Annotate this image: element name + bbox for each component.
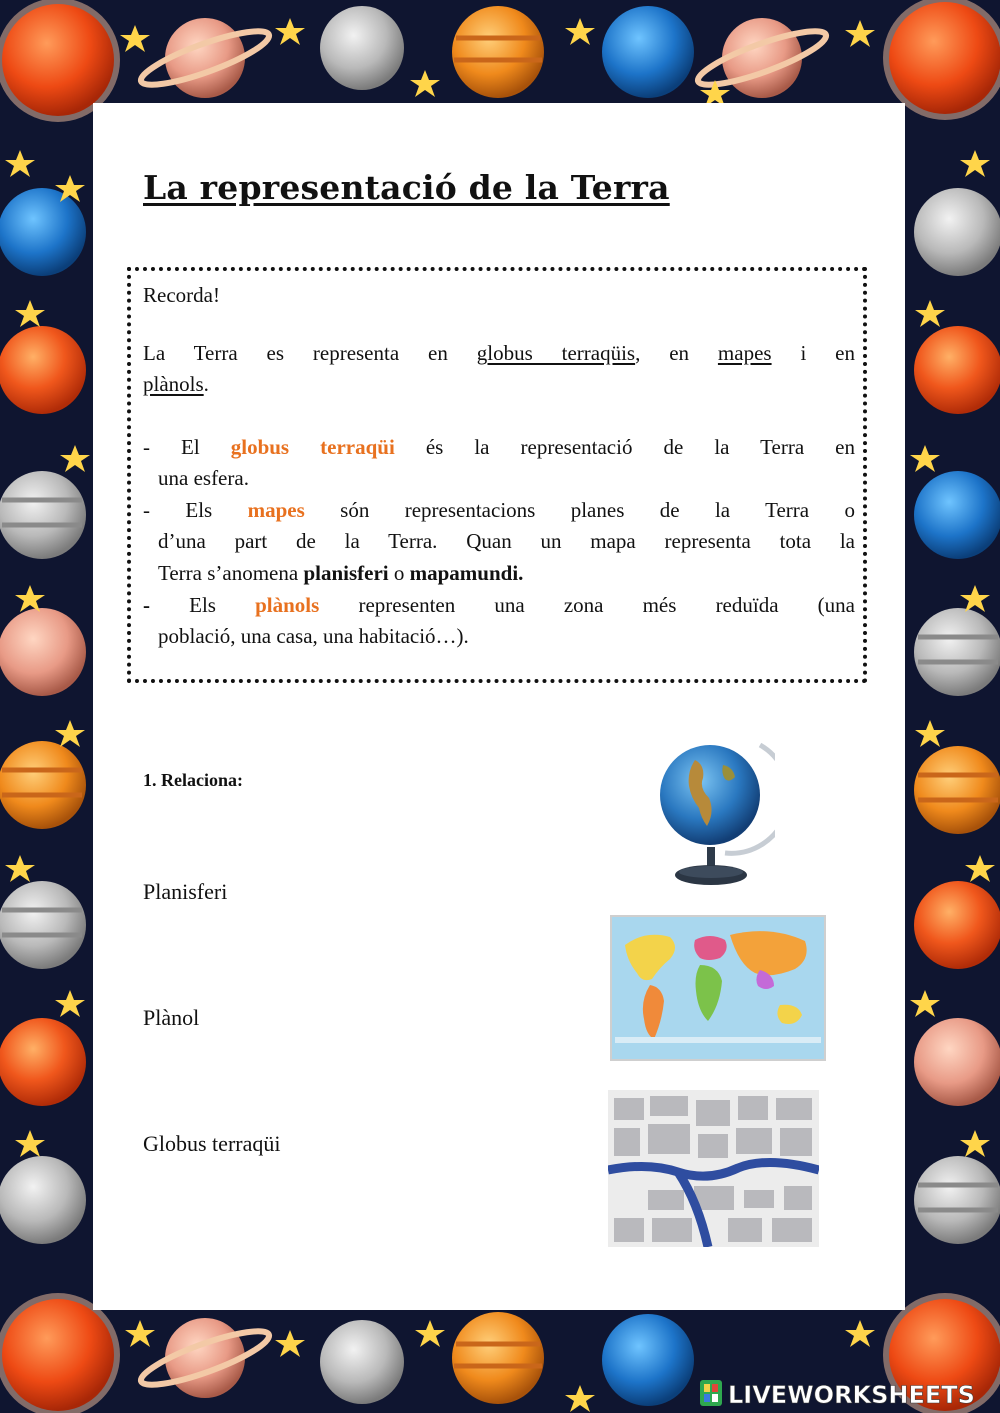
bullet-globus-line-2: una esfera.	[158, 466, 249, 490]
term-globus: globus terraqüi	[230, 435, 395, 459]
term-planols: plànols	[255, 593, 320, 617]
term-mapes: mapes	[247, 498, 305, 522]
planet-icon	[320, 1320, 404, 1404]
link-planols: plànols	[143, 372, 204, 396]
planet-icon	[602, 6, 694, 98]
planet-icon	[914, 746, 1000, 834]
world-map-image[interactable]	[610, 915, 826, 1061]
remember-heading: Recorda!	[143, 283, 220, 307]
planet-icon	[0, 881, 86, 969]
planet-icon	[914, 1018, 1000, 1106]
intro-line-2: plànols.	[143, 372, 209, 396]
planet-icon	[914, 1156, 1000, 1244]
page-title: La representació de la Terra	[143, 168, 670, 207]
planet-icon	[320, 6, 404, 90]
planet-icon	[914, 188, 1000, 276]
match-item-planisferi[interactable]: Planisferi	[143, 879, 228, 904]
bullet-mapes-line-1: - Els mapes són representacions planes de la Terra o	[143, 498, 856, 522]
bullet-planols-line-1: - Els plànols representen una zona més reduïda (una	[143, 593, 855, 617]
bullet-mapes-line-3: Terra s’anomena planisferi o mapamundi.	[158, 561, 524, 585]
planet-icon	[0, 188, 86, 276]
planet-icon	[914, 608, 1000, 696]
planet-icon	[0, 1156, 86, 1244]
watermark-text: LIVEWORKSHEETS	[728, 1381, 975, 1409]
bullet-planols-line-2: població, una casa, una habitació…).	[158, 624, 469, 648]
planet-icon	[0, 326, 86, 414]
planet-icon	[0, 741, 86, 829]
planet-icon	[0, 1018, 86, 1106]
match-item-globus[interactable]: Globus terraqüi	[143, 1131, 281, 1156]
bullet-mapes-line-2: d’una part de la Terra. Quan un mapa representa tota la	[158, 529, 855, 553]
link-globus: globus terraqüis	[476, 341, 636, 365]
bullet-globus-line-1: - El globus terraqüi és la representació de la Terra en	[143, 435, 855, 459]
planet-icon	[452, 6, 544, 98]
planet-icon	[914, 471, 1000, 559]
planet-icon	[602, 1314, 694, 1406]
planet-icon	[0, 471, 86, 559]
link-mapes: mapes	[717, 341, 772, 365]
street-plan-image[interactable]	[608, 1090, 819, 1247]
planet-icon	[0, 608, 86, 696]
intro-line-1: La Terra es representa en globus terraqüis, en mapes i en	[143, 341, 855, 365]
planet-icon	[914, 326, 1000, 414]
globe-image[interactable]	[655, 735, 775, 887]
match-item-planol[interactable]: Plànol	[143, 1005, 200, 1030]
planet-icon	[452, 1312, 544, 1404]
exercise-label: 1. Relaciona:	[143, 770, 243, 790]
liveworksheets-logo	[698, 1376, 998, 1410]
planet-icon	[914, 881, 1000, 969]
